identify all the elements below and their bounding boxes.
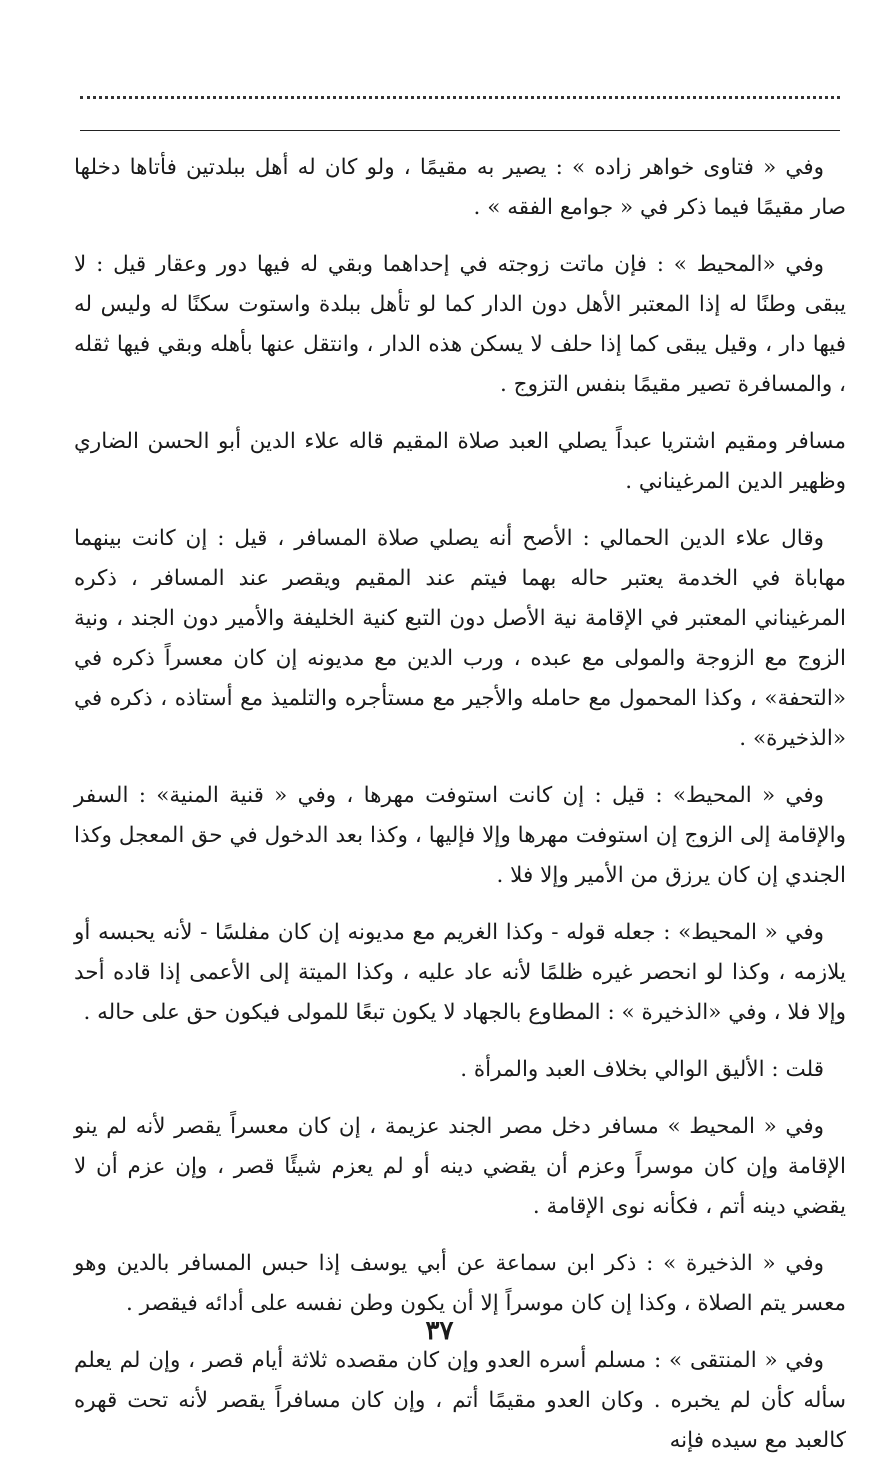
paragraph-5: وفي « المحيط» : قيل : إن كانت استوفت مهرها ، وفي « قنية المنية» : السفر والإقامة إلى الزوج إن استوفت مهرها وإلا فإليها ، وكذا بعد الدخول في حق المعجل وكذا الجندي إن كان يرزق من الأمير وإلا فلا . <box>74 783 846 888</box>
paragraph-10: وفي « المنتقى » : مسلم أسره العدو وإن كان مقصده ثلاثة أيام قصر ، وإن لم يعلم سأله كأن لم يخبره . وكان العدو مقيمًا أتم ، وإن كان مسافراً يقصر لأنه تحت قهره كالعبد مع سيده فإنه <box>74 1348 846 1453</box>
paragraph-3: مسافر ومقيم اشتريا عبداً يصلي العبد صلاة المقيم قاله علاء الدين أبو الحسن الضاري وظهير الدين المرغيناني . <box>74 429 846 494</box>
paragraph-2: وفي «المحيط » : فإن ماتت زوجته في إحداهما وبقي له فيها دور وعقار قيل : لا يبقى وطنًا له إذا المعتبر الأهل دون الدار كما لو تأهل ببلدة واستوت سكنًا له وليس له فيها دار ، وقيل يبقى كما إذا حلف لا يسكن هذه الدار ، وانتقل عنها بأهله وبقي فيها ثقله ، والمسافرة تصير مقيمًا بنفس التزوج . <box>74 252 846 397</box>
page-number: ٣٧ <box>425 1316 454 1346</box>
paragraph-6: وفي « المحيط» : جعله قوله - وكذا الغريم مع مديونه إن كان مفلسًا - لأنه يحبسه أو يلازمه ، وكذا لو انحصر غيره ظلمًا لأنه عاد عليه ، وكذا الميتة إلى الأعمى إذا قاده أحد وإلا فلا ، وفي «الذخيرة » : المطاوع بالجهاد لا يكون تبعًا للمولى فيكون حق على حاله . <box>74 920 846 1025</box>
page-body <box>74 148 846 1478</box>
paragraph-4: وقال علاء الدين الحمالي : الأصح أنه يصلي صلاة المسافر ، قيل : إن كانت بينهما مهاباة في الخدمة يعتبر حاله بهما فيتم عند المقيم ويقصر عند المسافر ، ذكره المرغيناني المعتبر في الإقامة نية الأصل دون التبع كنية الخليفة والأمير دون الجند ، ونية الزوج مع الزوجة والمولى مع عبده ، ورب الدين مع مديونه إن كان معسراً ذكره في «التحفة» ، وكذا المحمول مع حامله والأجير مع مستأجره والتلميذ مع أستاذه ، ذكره في «الذخيرة» . <box>74 526 846 751</box>
header-dotted-line <box>80 96 840 99</box>
paragraph-9: وفي « الذخيرة » : ذكر ابن سماعة عن أبي يوسف إذا حبس المسافر بالدين وهو معسر يتم الصلاة ، وكذا إن كان موسراً إلا أن يكون وطن نفسه على أدائه فيقصر . <box>74 1251 846 1316</box>
header-rule <box>80 130 840 131</box>
paragraph-1: وفي « فتاوى خواهر زاده » : يصير به مقيمًا ، ولو كان له أهل ببلدتين فأتاها دخلها صار مقيمًا فيما ذكر في « جوامع الفقه » . <box>74 155 846 220</box>
paragraph-7: قلت : الأليق الوالي بخلاف العبد والمرأة . <box>460 1057 824 1082</box>
paragraph-8: وفي « المحيط » مسافر دخل مصر الجند عزيمة ، إن كان معسراً يقصر لأنه لم ينو الإقامة وإن كان موسراً وعزم أن يقضي دينه أو لم يعزم شيئًا قصر ، وإن عزم أن لا يقضي دينه أتم ، فكأنه نوى الإقامة . <box>74 1114 846 1219</box>
